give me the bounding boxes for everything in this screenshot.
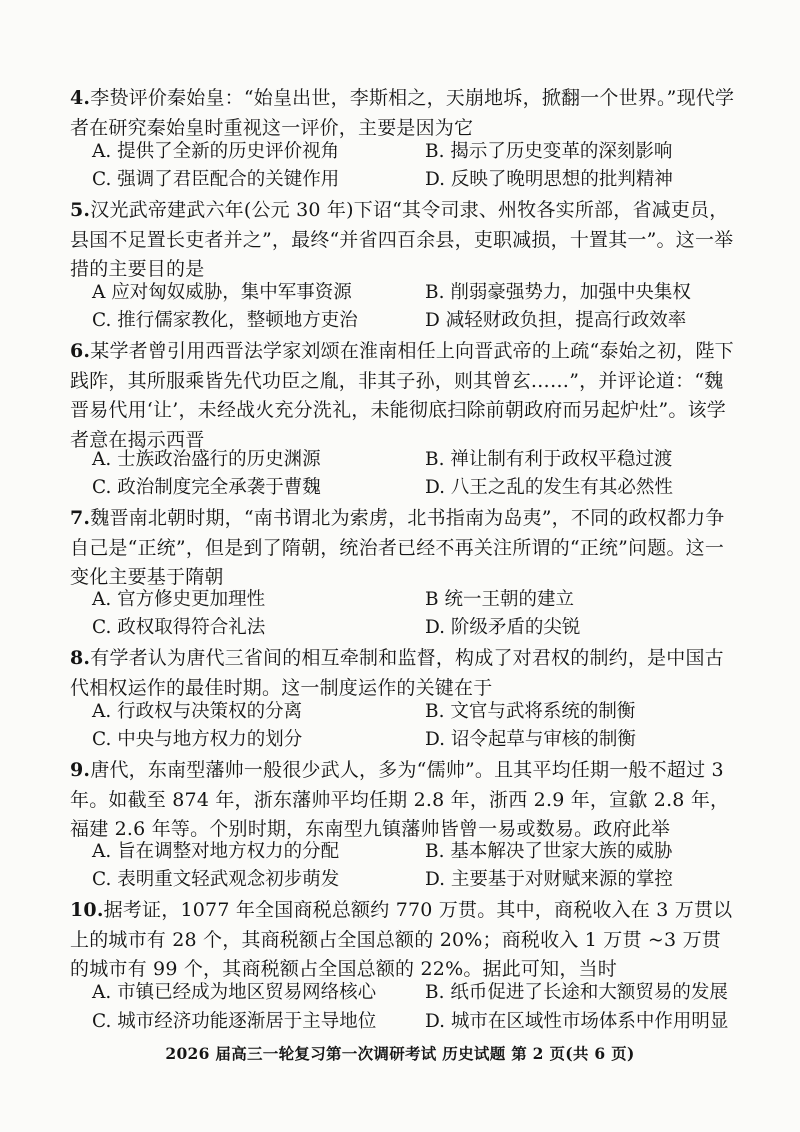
option-a: A. 官方修史更加理性 [92, 589, 266, 610]
option-c: C. 政权取得符合礼法 [92, 617, 266, 638]
option-d: D. 诏令起草与审核的制衡 [425, 729, 636, 750]
option-a: A. 市镇已经成为地区贸易网络核心 [92, 982, 377, 1003]
option-a: A. 行政权与决策权的分离 [92, 701, 303, 722]
option-a: A 应对匈奴威胁，集中军事资源 [92, 282, 352, 303]
option-b: B. 文官与武将系统的制衡 [425, 701, 636, 722]
option-c: C. 表明重文轻武观念初步萌发 [92, 869, 340, 890]
option-d: D. 阶级矛盾的尖锐 [425, 617, 581, 638]
option-c: C. 推行儒家教化，整顿地方吏治 [92, 310, 358, 331]
option-c: C. 强调了君臣配合的关键作用 [92, 169, 340, 190]
question-stem [70, 644, 740, 703]
question-text: 汉光武帝建武六年(公元 30 年)下诏“其令司隶、州牧各实所部，省减吏员，县国不足置长吏者并之”，最终“并省四百余县，吏职减损，十置其一”。这一举措的主要目的是 [70, 199, 734, 280]
question-text: 有学者认为唐代三省间的相互牵制和监督，构成了对君权的制约，是中国古代相权运作的最佳时期。这一制度运作的关键在于 [70, 647, 724, 699]
option-c: C. 政治制度完全承袭于曹魏 [92, 477, 321, 498]
option-b: B 统一王朝的建立 [425, 589, 574, 610]
question-number: 5. [70, 199, 91, 221]
question-stem [70, 84, 740, 143]
question-stem [70, 504, 740, 593]
option-a: A. 提供了全新的历史评价视角 [92, 141, 340, 162]
question-number: 8. [70, 647, 91, 669]
option-b: B. 纸币促进了长途和大额贸易的发展 [425, 982, 728, 1003]
question-stem [70, 196, 740, 285]
option-c: C. 中央与地方权力的划分 [92, 729, 303, 750]
question-number: 9. [70, 759, 91, 781]
option-c: C. 城市经济功能逐渐居于主导地位 [92, 1011, 377, 1032]
question-stem [70, 337, 740, 455]
question-text: 李贽评价秦始皇：“始皇出世，李斯相之，天崩地坼，掀翻一个世界。”现代学者在研究秦始皇时重视这一评价，主要是因为它 [70, 87, 735, 139]
question-text: 魏晋南北朝时期，“南书谓北为索虏，北书指南为岛夷”，不同的政权都力争自己是“正统”，但是到了隋朝，统治者已经不再关注所谓的“正统”问题。这一变化主要基于隋朝 [70, 507, 725, 588]
option-d: D. 反映了晚明思想的批判精神 [425, 169, 673, 190]
question-stem [70, 756, 740, 845]
option-d: D 减轻财政负担，提高行政效率 [425, 310, 687, 331]
option-d: D. 八王之乱的发生有其必然性 [425, 477, 673, 498]
question-text: 唐代，东南型藩帅一般很少武人，多为“儒帅”。且其平均任期一般不超过 3 年。如截至 874 年，浙东藩帅平均任期 2.8 年，浙西 2.9 年，宣歙 2.8 年，福建 2.6 年等。个别时期，东南型九镇藩帅皆曾一易或数易。政府此举 [70, 759, 730, 840]
option-a: A. 旨在调整对地方权力的分配 [92, 841, 340, 862]
question-number: 4. [70, 87, 91, 109]
option-b: B. 削弱豪强势力，加强中央集权 [425, 282, 691, 303]
question-text: 据考证，1077 年全国商税总额约 770 万贯。其中，商税收入在 3 万贯以上的城市有 28 个，其商税额占全国总额的 20%；商税收入 1 万贯 ~3 万贯的城市有 99 个，其商税额占全国总额的 22%。据此可知，当时 [70, 899, 733, 980]
option-d: D. 主要基于对财赋来源的掌控 [425, 869, 673, 890]
question-number: 10. [70, 899, 104, 921]
question-stem [70, 896, 740, 985]
question-text: 某学者曾引用西晋法学家刘颂在淮南相任上向晋武帝的上疏“泰始之初，陛下践阼，其所服乘皆先代功臣之胤，非其子孙，则其曾玄……”，并评论道：“魏晋易代用‘让’，未经战火充分洗礼，未能彻底扫除前朝政府而另起炉灶”。该学者意在揭示西晋 [70, 340, 734, 451]
question-number: 7. [70, 507, 91, 529]
option-a: A. 士族政治盛行的历史渊源 [92, 449, 321, 470]
page-footer: 2026 届高三一轮复习第一次调研考试 历史试题 第 2 页(共 6 页) [165, 1044, 635, 1063]
option-b: B. 基本解决了世家大族的威胁 [425, 841, 673, 862]
option-d: D. 城市在区域性市场体系中作用明显 [425, 1011, 729, 1032]
option-b: B. 揭示了历史变革的深刻影响 [425, 141, 673, 162]
question-number: 6. [70, 340, 91, 362]
option-b: B. 禅让制有利于政权平稳过渡 [425, 449, 673, 470]
